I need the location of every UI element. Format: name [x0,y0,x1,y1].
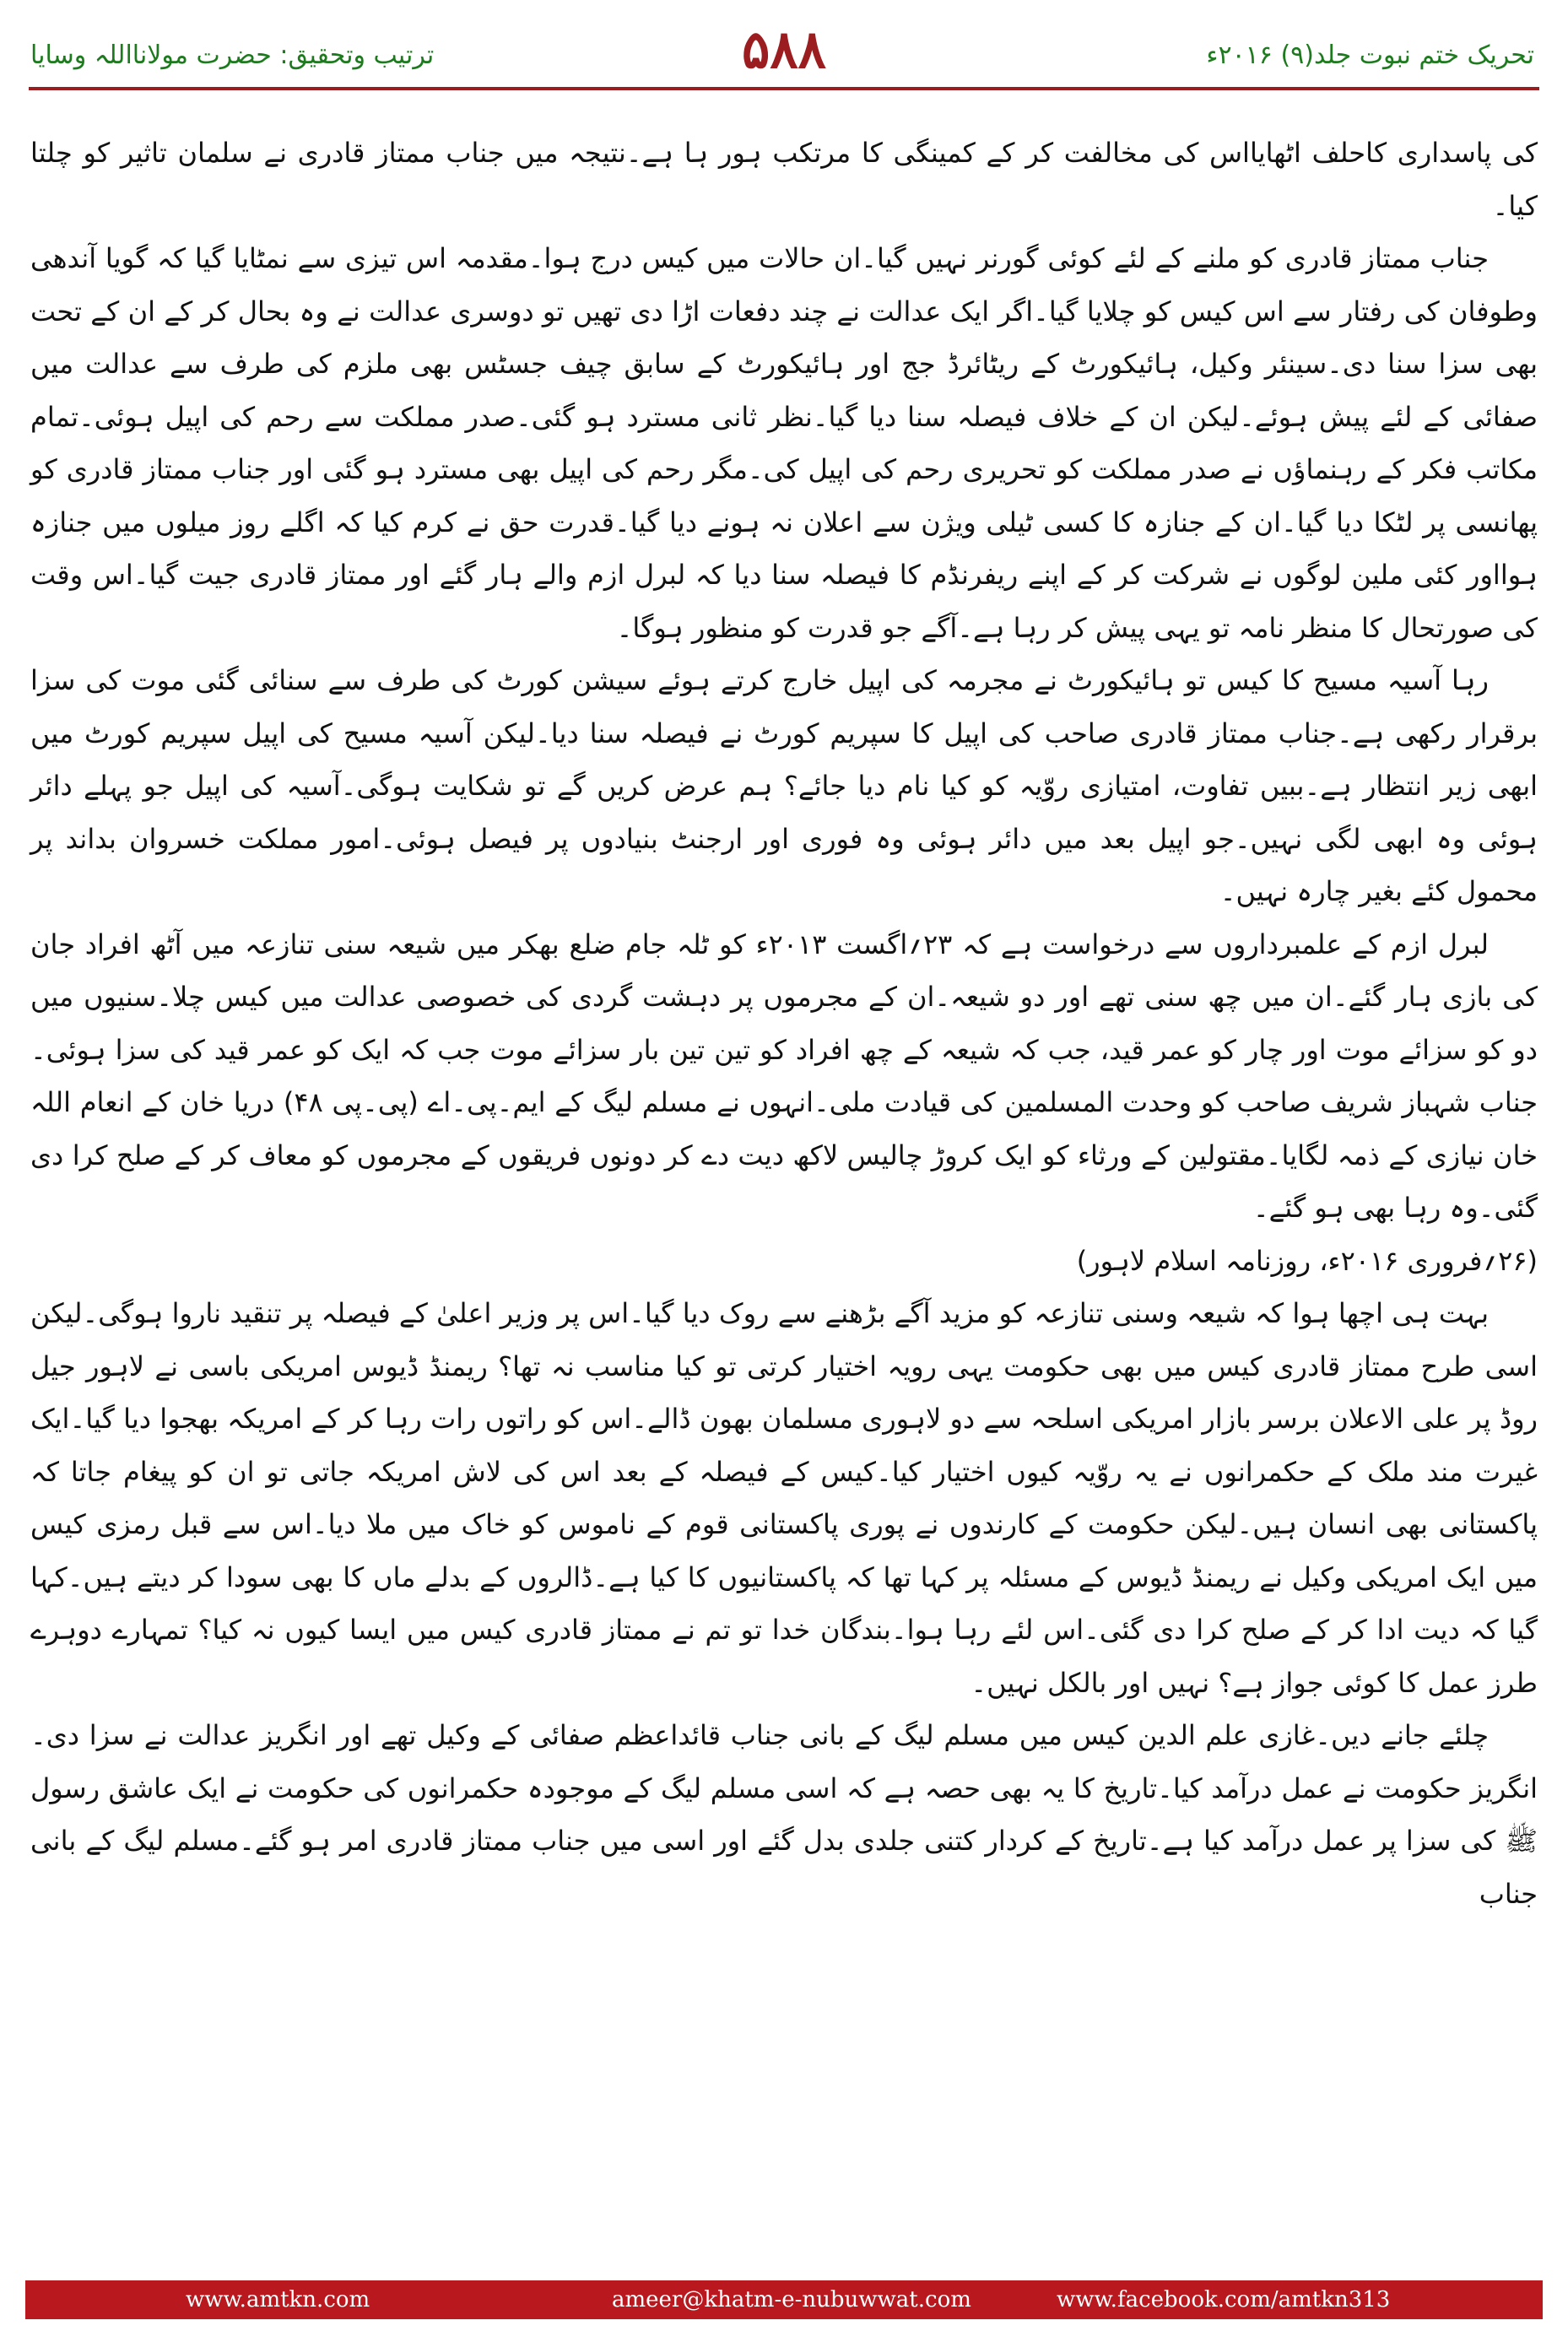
book-title: تحریک ختم نبوت جلد(۹) ۲۰۱۶ء [1206,41,1534,70]
facebook-link[interactable]: www.facebook.com/amtkn313 [1057,2287,1391,2312]
header-divider [29,87,1539,90]
paragraph-5: بہت ہی اچھا ہوا کہ شیعہ وسنی تنازعہ کو مزید آگے بڑھنے سے روک دیا گیا۔اس پر وزیر اعلیٰ کے فیصلہ پر تنقید ناروا ہوگی۔لیکن اسی طرح ممتاز قادری کیس میں بھی حکومت یہی رویہ اختیار کرتی تو کیا مناسب نہ تھا؟ ریمنڈ ڈیوس امریکی باسی نے لاہور جیل روڈ پر علی الاعلان برسر بازار امریکی اسلحہ سے دو لاہوری مسلمان بھون ڈالے۔اس کو راتوں رات رہا کر کے امریکہ بھجوا دیا گیا۔ایک غیرت مند ملک کے حکمرانوں نے یہ روّیہ کیوں اختیار کیا۔کیس کے فیصلہ کے بعد اس کی لاش امریکہ جاتی تو ان کو پیغام جاتا کہ پاکستانی بھی انسان ہیں۔لیکن حکومت کے کارندوں نے پوری پاکستانی قوم کے ناموس کو خاک میں ملا دیا۔اس سے قبل رمزی کیس میں ایک امریکی وکیل نے ریمنڈ ڈیوس کے مسئلہ پر کہا تھا کہ پاکستانیوں کا کیا ہے۔ڈالروں کے بدلے ماں کا بھی سودا کر دیتے ہیں۔کہا گیا کہ دیت ادا کر کے صلح کرا دی گئی۔اس لئے رہا ہوا۔بندگان خدا تو تم نے ممتاز قادری کیس میں ایسا کیوں نہ کیا؟ تمہارے دوہرے طرز عمل کا کوئی جواز ہے؟ نہیں اور بالکل نہیں۔ [30,1297,1538,1699]
page-footer [25,2280,1543,2319]
paragraph-2: جناب ممتاز قادری کو ملنے کے لئے کوئی گورنر نہیں گیا۔ان حالات میں کیس درج ہوا۔مقدمہ اس تیزی سے نمٹایا گیا کہ گویا آندھی وطوفان کی رفتار سے اس کیس کو چلایا گیا۔اگر ایک عدالت نے چند دفعات اڑا دی تھیں تو دوسری عدالت نے وہ بحال کر کے ان کے تحت بھی سزا سنا دی۔سینئر وکیل، ہائیکورٹ کے ریٹائرڈ جج اور ہائیکورٹ کے سابق چیف جسٹس بھی ملزم کی طرف سے عدالت میں صفائی کے لئے پیش ہوئے۔لیکن ان کے خلاف فیصلہ سنا دیا گیا۔نظر ثانی مسترد ہو گئی۔صدر مملکت سے رحم کی اپیل ہوئی۔تمام مکاتب فکر کے رہنماؤں نے صدر مملکت کو تحریری رحم کی اپیل کی۔مگر رحم کی اپیل بھی مسترد ہو گئی اور جناب ممتاز قادری کو پھانسی پر لٹکا دیا گیا۔ان کے جنازہ کا کسی ٹیلی ویژن سے اعلان نہ ہونے دیا گیا۔قدرت حق نے کرم کیا کہ اگلے روز میلوں میں جنازہ ہوااور کئی ملین لوگوں نے شرکت کر کے اپنے ریفرنڈم کا فیصلہ سنا دیا کہ لبرل ازم والے ہار گئے اور ممتاز قادری جیت گیا۔اس وقت کی صورتحال کا منظر نامہ تو یہی پیش کر رہا ہے۔آگے جو قدرت کو منظور ہوگا۔ [30,242,1538,644]
paragraph-1: کی پاسداری کاحلف اٹھایااس کی مخالفت کر کے کمینگی کا مرتکب ہور ہا ہے۔نتیجہ میں جناب ممتاز قادری نے سلمان تاثیر کو چلتا کیا۔ [30,137,1538,222]
website-link[interactable]: www.amtkn.com [186,2287,370,2312]
source-citation [30,1235,1538,1288]
source-citation-text: (۲۶؍فروری ۲۰۱۶ء، روزنامہ اسلام لاہور) [1076,1244,1538,1277]
article-body [30,127,1538,1920]
page-number: ۵۸۸ [742,19,826,80]
email-link[interactable]: ameer@khatm-e-nubuwwat.com [612,2287,971,2312]
compiler-credit: ترتیب وتحقیق: حضرت مولانااللہ وسایا [30,41,435,70]
paragraph-4: لبرل ازم کے علمبرداروں سے درخواست ہے کہ ۲۳؍اگست ۲۰۱۳ء کو ٹلہ جام ضلع بھکر میں شیعہ سنی تنازعہ میں آٹھ افراد جان کی بازی ہار گئے۔ان میں چھ سنی تھے اور دو شیعہ۔ان کے مجرموں پر دہشت گردی کی خصوصی عدالت میں کیس چلا۔سنیوں میں دو کو سزائے موت اور چار کو عمر قید، جب کہ شیعہ کے چھ افراد کو تین تین بار سزائے موت جب کہ ایک کو عمر قید کی سزا ہوئی۔جناب شہباز شریف صاحب کو وحدت المسلمین کی قیادت ملی۔انہوں نے مسلم لیگ کے ایم۔پی۔اے (پی۔پی ۴۸) دریا خان کے انعام اللہ خان نیازی کے ذمہ لگایا۔مقتولین کے ورثاء کو ایک کروڑ چالیس لاکھ دیت دے کر دونوں فریقوں کے مجرموں کو معاف کر کے صلح کرا دی گئی۔وہ رہا بھی ہو گئے۔ [30,928,1538,1224]
page-header [0,0,1568,98]
paragraph-6: چلئے جانے دیں۔غازی علم الدین کیس میں مسلم لیگ کے بانی جناب قائداعظم صفائی کے وکیل تھے اور انگریز عدالت نے سزا دی۔انگریز حکومت نے عمل درآمد کیا۔تاریخ کا یہ بھی حصہ ہے کہ اسی مسلم لیگ کے موجودہ حکمرانوں کی حکومت نے ایک عاشق رسول ﷺ کی سزا پر عمل درآمد کیا ہے۔تاریخ کے کردار کتنی جلدی بدل گئے اور اسی میں جناب ممتاز قادری امر ہو گئے۔مسلم لیگ کے بانی جناب [30,1719,1538,1910]
paragraph-3: رہا آسیہ مسیح کا کیس تو ہائیکورٹ نے مجرمہ کی اپیل خارج کرتے ہوئے سیشن کورٹ کی طرف سے سنائی گئی موت کی سزا برقرار رکھی ہے۔جناب ممتاز قادری صاحب کی اپیل کا سپریم کورٹ نے فیصلہ سنا دیا۔لیکن آسیہ مسیح کی اپیل سپریم کورٹ میں ابھی زیر انتظار ہے۔ببیں تفاوت، امتیازی روّیہ کو کیا نام دیا جائے؟ ہم عرض کریں گے تو شکایت ہوگی۔آسیہ کی اپیل جو پہلے دائر ہوئی وہ ابھی لگی نہیں۔جو اپیل بعد میں دائر ہوئی وہ فوری اور ارجنٹ بنیادوں پر فیصل ہوئی۔امور مملکت خسروان بداند پر محمول کئے بغیر چارہ نہیں۔ [30,664,1538,907]
